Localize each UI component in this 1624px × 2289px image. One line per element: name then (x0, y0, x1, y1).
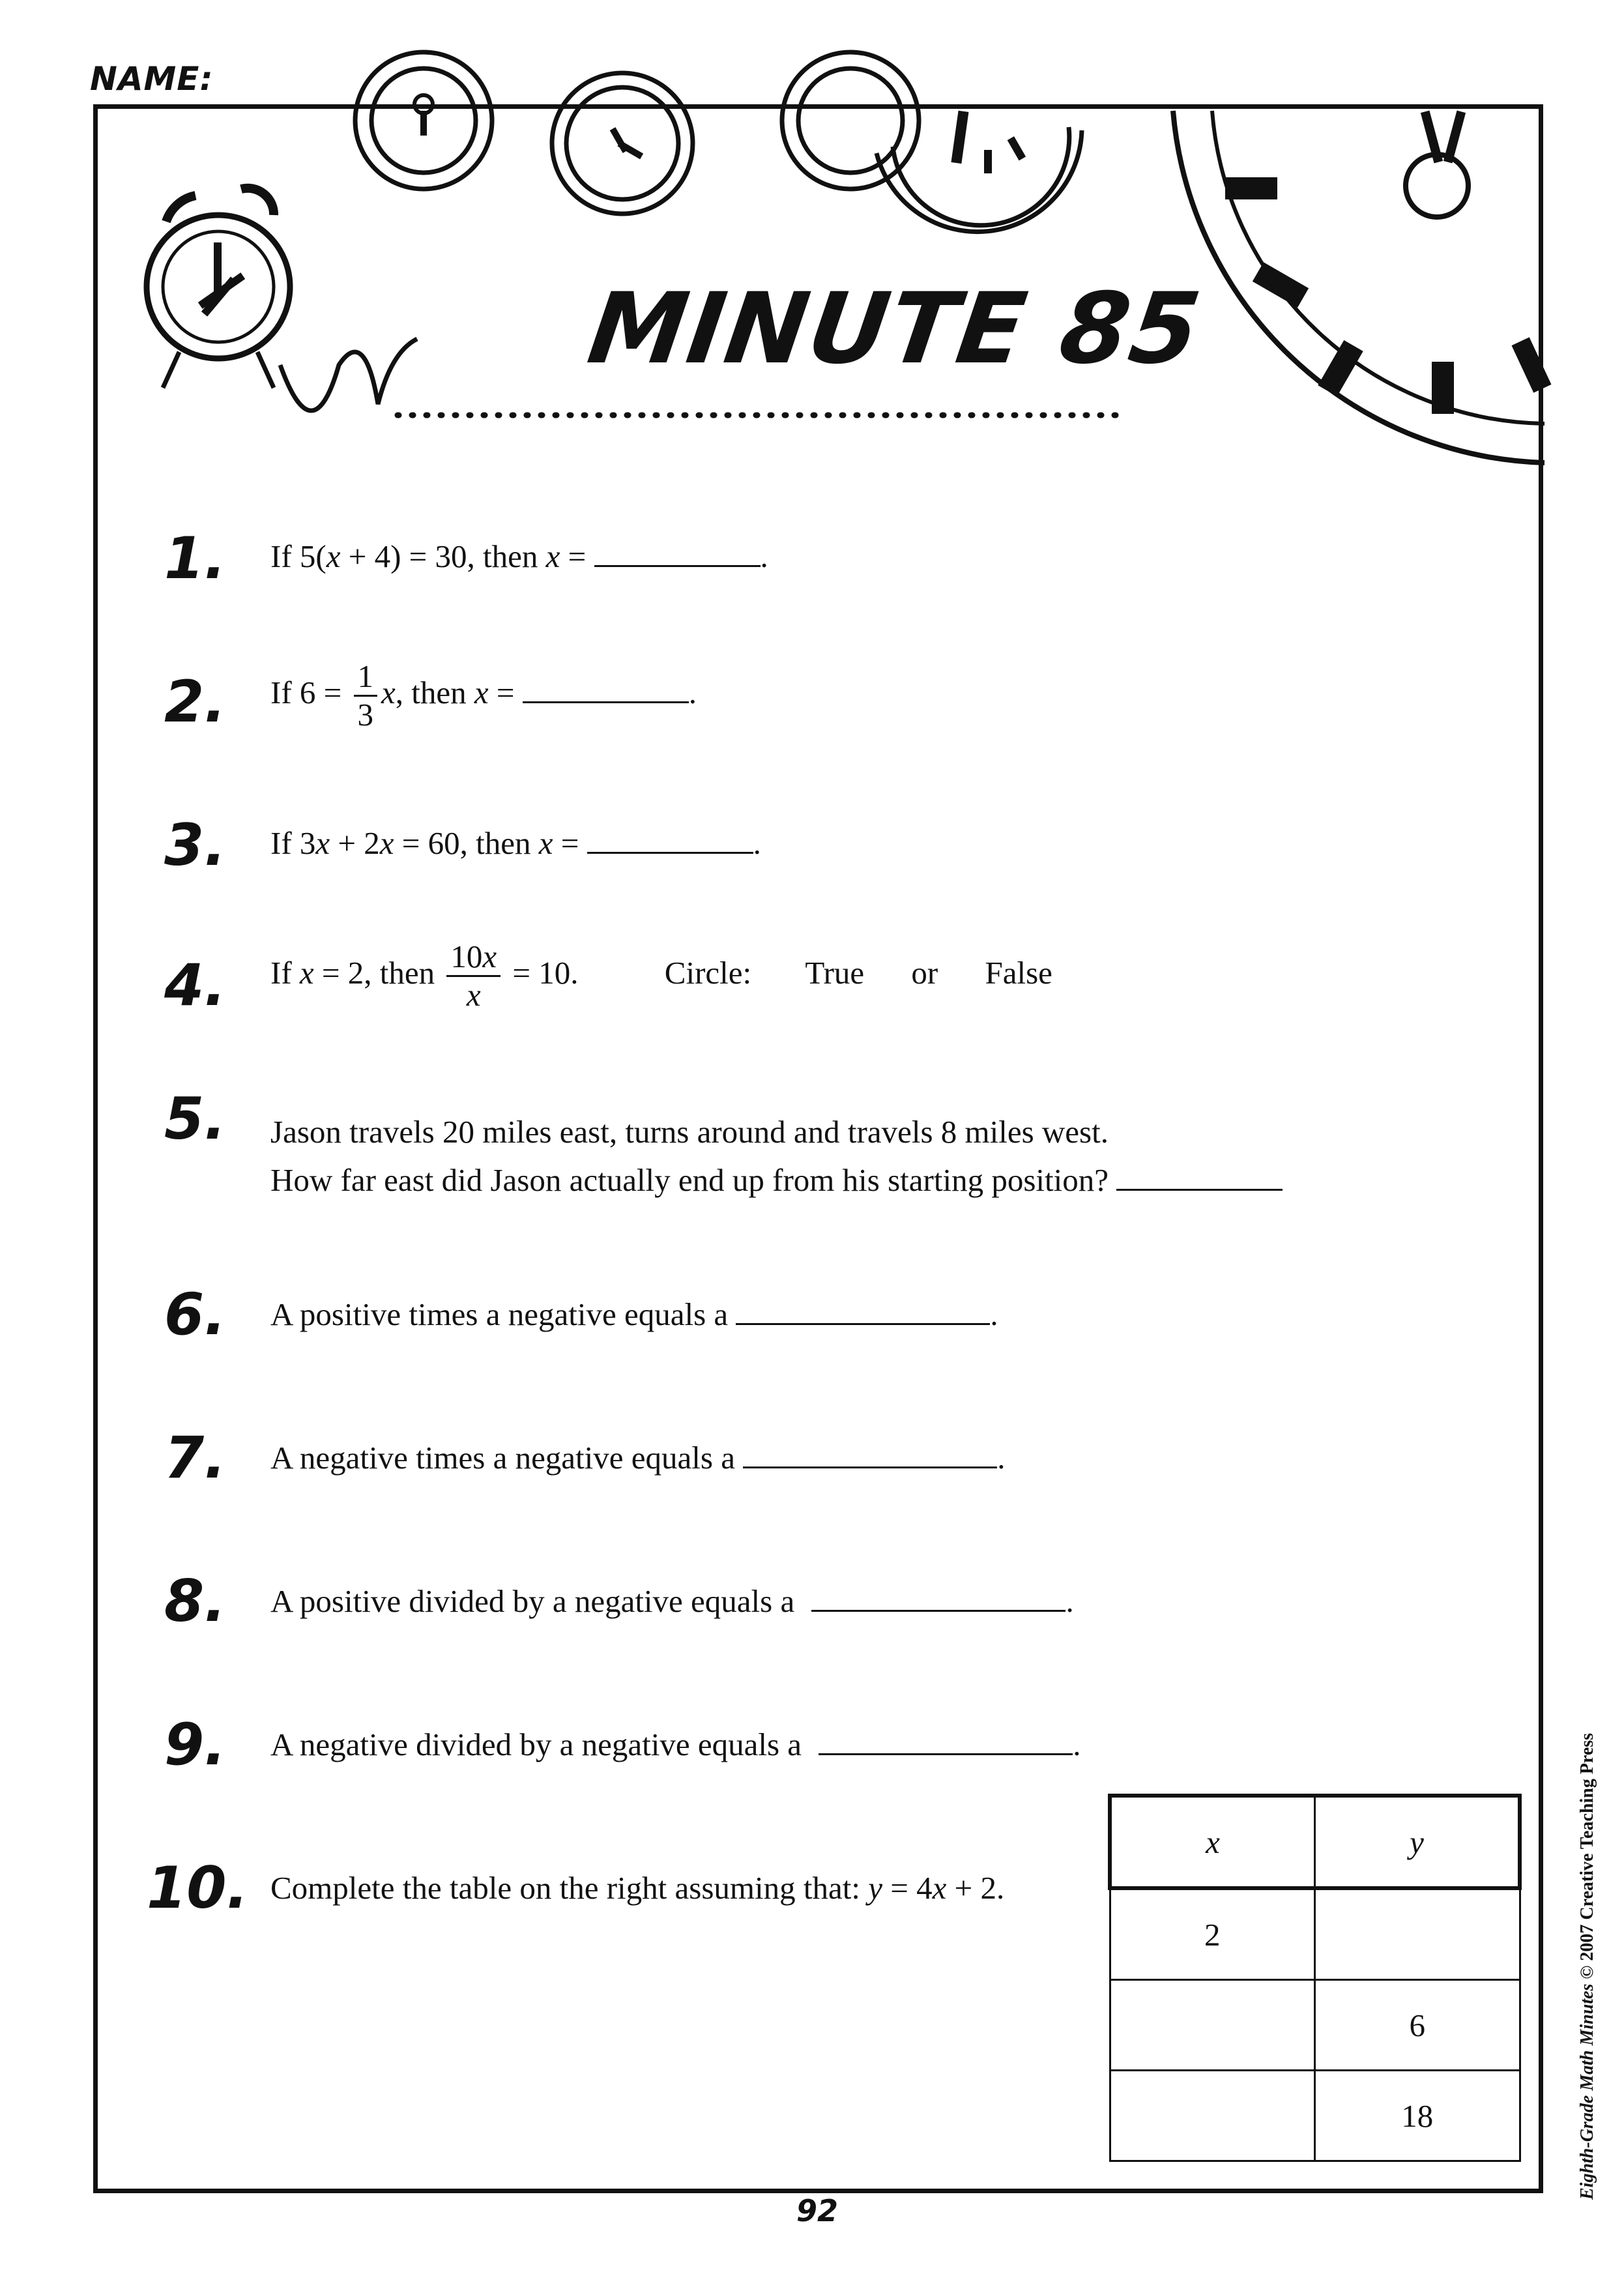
question-8 (0, 1567, 1499, 1665)
question-number: 5. (164, 1085, 226, 1152)
question-number: 7. (164, 1424, 226, 1491)
table-cell-answer[interactable] (1315, 1888, 1520, 1980)
question-number: 1. (164, 525, 226, 592)
motion-squiggle-icon (280, 339, 417, 411)
question-text: A positive times a negative equals a . (270, 1296, 998, 1332)
question-number: 10. (147, 1854, 248, 1921)
table-cell-answer[interactable] (1110, 2071, 1315, 2161)
question-text: If 6 = $\frac{1}{3}$ x, then x = . (270, 658, 697, 733)
table-row (1110, 2071, 1520, 2161)
question-6 (0, 1281, 1499, 1378)
answer-blank[interactable] (811, 1585, 1066, 1612)
circle-label: Circle: (664, 955, 752, 991)
question-2 (0, 658, 1499, 756)
table-row (1110, 1888, 1520, 1980)
answer-blank[interactable] (743, 1442, 997, 1468)
large-clock-icon (1173, 111, 1544, 463)
question-text: If 3x + 2x = 60, then x = . (270, 825, 761, 861)
option-false[interactable]: False (985, 955, 1052, 991)
fraction: $\frac{10x}{x}$ (446, 939, 500, 1014)
question-5 (0, 1085, 1499, 1198)
page-number: 92 (796, 2193, 839, 2228)
answer-blank[interactable] (819, 1728, 1073, 1755)
question-number: 3. (164, 811, 226, 879)
question-number: 4. (164, 952, 226, 1019)
table-cell-answer[interactable] (1110, 1980, 1315, 2071)
question-1 (0, 515, 1499, 613)
answer-blank[interactable] (736, 1298, 990, 1325)
question-3 (0, 802, 1499, 899)
page-title: MINUTE 85 (581, 272, 1208, 386)
question-7 (0, 1424, 1499, 1522)
table-header-row (1110, 1796, 1520, 1888)
answer-blank[interactable] (594, 540, 761, 567)
question-text: If 5(x + 4) = 30, then x = . (270, 538, 768, 574)
option-true[interactable]: True (805, 955, 865, 991)
name-label: NAME: (90, 60, 214, 98)
table-cell: 2 (1110, 1888, 1315, 1980)
table-cell: 6 (1315, 1980, 1520, 2071)
question-text: A negative times a negative equals a . (270, 1440, 1006, 1476)
header-x: x (1110, 1796, 1315, 1888)
question-number: 2. (164, 668, 226, 735)
fraction: $\frac{1}{3}$ (354, 658, 378, 734)
question-text: Jason travels 20 miles east, turns around and travels 8 miles west. How far east did Jason actually end up from his starting position? (270, 1108, 1283, 1204)
question-number: 8. (164, 1567, 226, 1635)
question-text: If x = 2, then $\frac{10x}{x}$ = 10. Circle: True or False (270, 939, 1052, 1013)
xy-table (1108, 1794, 1522, 2162)
header-y: y (1315, 1796, 1520, 1888)
question-text: A negative divided by a negative equals a . (270, 1727, 1081, 1762)
option-or: or (911, 955, 938, 991)
table-cell: 18 (1315, 2071, 1520, 2161)
table-row (1110, 1980, 1520, 2071)
answer-blank[interactable] (587, 827, 753, 854)
question-number: 9. (164, 1711, 226, 1778)
clock-arc-icon (877, 130, 1082, 232)
question-number: 6. (164, 1281, 226, 1348)
question-text: Complete the table on the right assuming that: y = 4x + 2. (270, 1870, 1005, 1906)
clocks-illustration (0, 0, 1624, 495)
question-text: A positive divided by a negative equals a . (270, 1583, 1074, 1619)
question-4 (0, 939, 1499, 1036)
answer-blank[interactable] (523, 677, 689, 703)
copyright-notice: Eighth-Grade Math Minutes © 2007 Creative Teaching Press (1577, 1732, 1597, 2200)
answer-blank[interactable] (1116, 1164, 1283, 1191)
